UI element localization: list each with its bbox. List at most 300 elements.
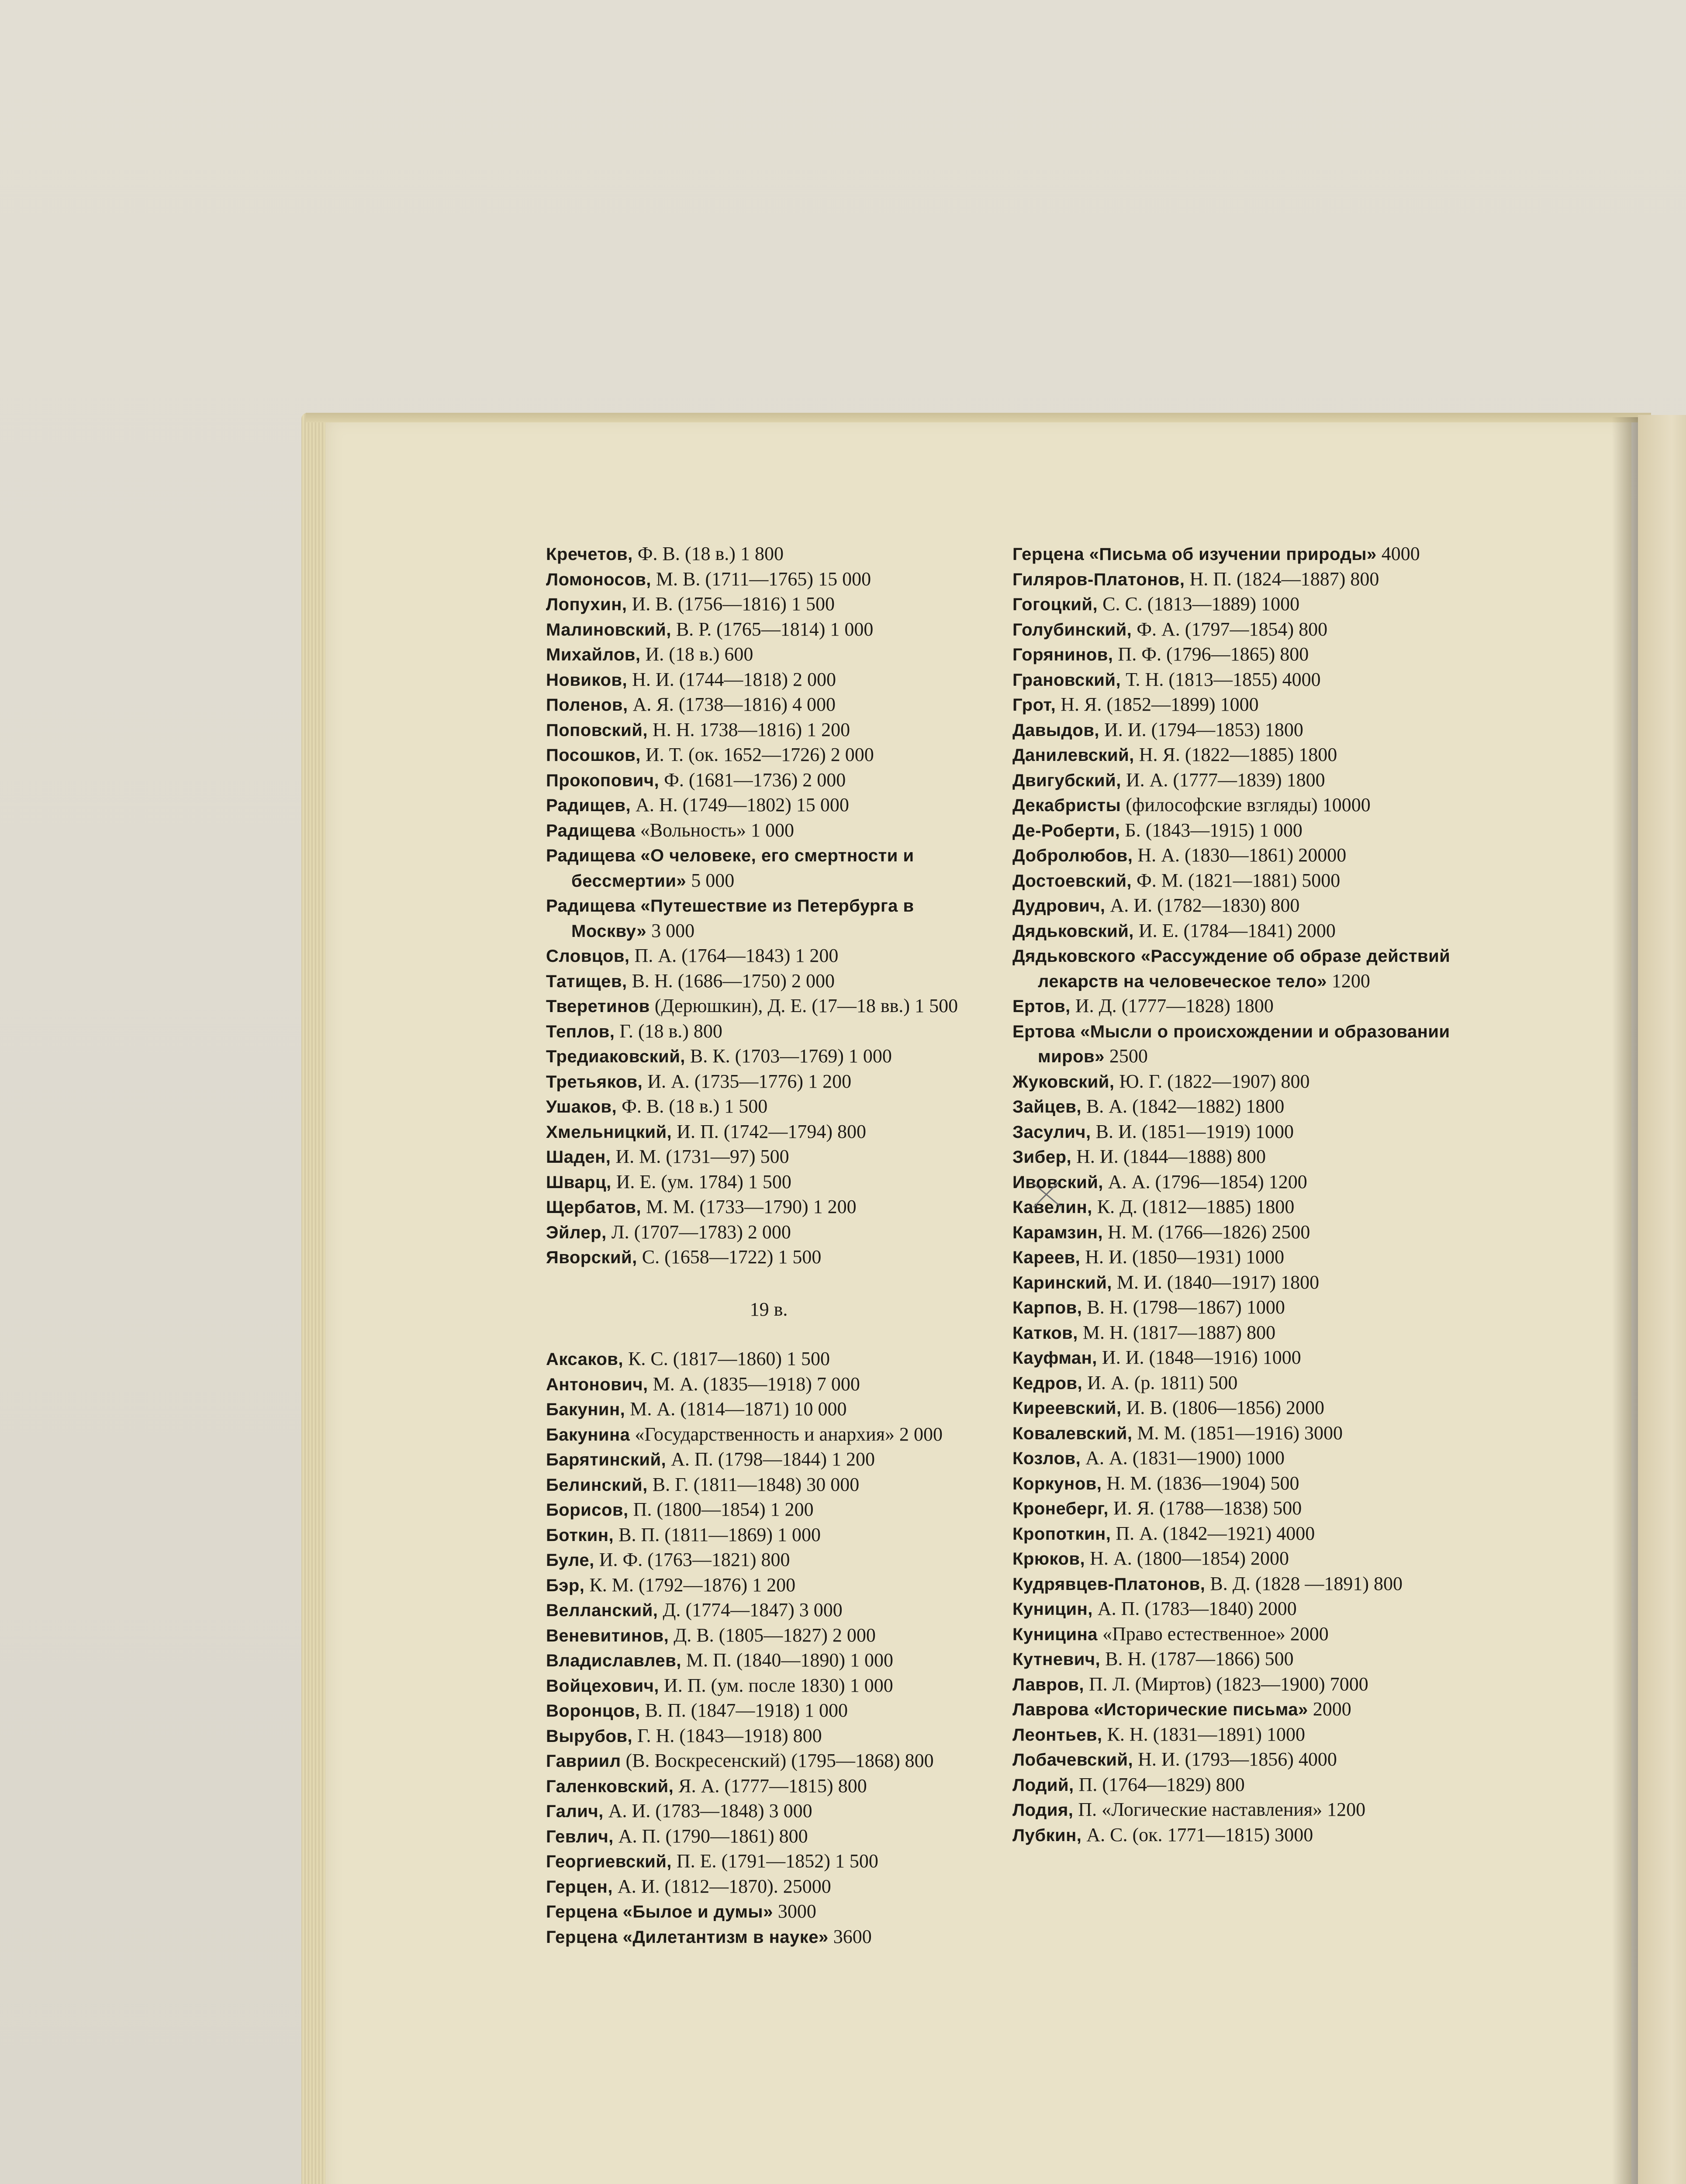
index-entry — [1012, 943, 1469, 994]
entry-details: В. П. (1847—1918) 1 000 — [640, 1700, 848, 1721]
entry-details: В. Г. (1811—1848) 30 000 — [647, 1473, 860, 1495]
entry-name: Бэр, — [546, 1576, 585, 1595]
entry-name: Кауфман, — [1012, 1348, 1097, 1368]
index-entry — [546, 1044, 992, 1069]
index-entry — [1012, 592, 1469, 617]
entry-details: С. С. (1813—1889) 1000 — [1098, 593, 1300, 615]
entry-details: Н. Я. (1822—1885) 1800 — [1134, 744, 1337, 765]
entry-name: Жуковский, — [1012, 1072, 1115, 1092]
entry-name: Щербатов, — [546, 1198, 642, 1217]
entry-details: И. И. (1848—1916) 1000 — [1097, 1347, 1301, 1368]
index-entry — [1012, 1094, 1469, 1120]
index-entry — [1012, 1220, 1469, 1245]
entry-details: П. (1800—1854) 1 200 — [628, 1499, 814, 1520]
index-entry — [1012, 542, 1469, 567]
index-entry — [546, 843, 992, 893]
entry-name: Яворский, — [546, 1248, 637, 1267]
entry-details: 3600 — [828, 1925, 872, 1947]
entry-name: Гевлич, — [546, 1827, 614, 1846]
entry-name: Белинский, — [546, 1475, 648, 1495]
entry-name: Герцена «Былое и думы» — [546, 1902, 773, 1921]
entry-name: Поленов, — [546, 695, 628, 715]
entry-name: Засулич, — [1012, 1122, 1091, 1142]
entry-name: Радищева «Путешествие из Петербурга в Москву» — [546, 896, 914, 941]
index-entry — [1012, 1773, 1469, 1798]
entry-name: Ертова «Мысли о происхождении и образовании миров» — [1012, 1022, 1450, 1066]
entry-details: М. Н. (1817—1887) 800 — [1078, 1321, 1276, 1343]
entry-details: Г. Н. (1843—1918) 800 — [632, 1724, 822, 1746]
entry-name: Эйлер, — [546, 1223, 607, 1242]
index-entry — [546, 994, 992, 1019]
entry-name: Ковалевский, — [1012, 1424, 1133, 1443]
entry-name: Лобачевский, — [1012, 1750, 1133, 1769]
index-entry — [546, 1069, 992, 1095]
index-entry — [1012, 1320, 1469, 1346]
entry-name: Вырубов, — [546, 1726, 633, 1746]
entry-details: (В. Воскресенский) (1795—1868) 800 — [621, 1750, 934, 1771]
entry-name: Дядьковского «Рассуждение об образе действий лекарств на человеческое тело» — [1012, 947, 1451, 991]
entry-details: А. Я. (1738—1816) 4 000 — [628, 694, 836, 715]
entry-name: Лаврова «Исторические письма» — [1012, 1700, 1308, 1719]
entry-name: Лавров, — [1012, 1675, 1084, 1694]
entry-name: Третьяков, — [546, 1072, 643, 1092]
entry-name: Гогоцкий, — [1012, 595, 1098, 614]
entry-details: 3000 — [773, 1901, 816, 1922]
entry-details: Н. И. (1744—1818) 2 000 — [627, 668, 836, 690]
entry-name: Новиков, — [546, 670, 628, 690]
entry-details: Н. П. (1824—1887) 800 — [1185, 568, 1379, 590]
entry-details: 4000 — [1376, 543, 1420, 564]
entry-details: В. Н. (1798—1867) 1000 — [1082, 1296, 1285, 1318]
index-entry — [1012, 1672, 1469, 1697]
entry-details: И. Е. (1784—1841) 2000 — [1133, 919, 1336, 941]
entry-details: М. П. (1840—1890) 1 000 — [681, 1649, 894, 1671]
entry-name: Велланский, — [546, 1601, 658, 1620]
entry-details: Ф. В. (18 в.) 1 800 — [632, 543, 784, 564]
entry-name: Тверетинов — [546, 997, 650, 1016]
entry-name: Кутневич, — [1012, 1650, 1101, 1669]
entry-name: Лубкин, — [1012, 1825, 1082, 1845]
entry-details: 2500 — [1104, 1045, 1148, 1067]
entry-details: 3 000 — [646, 919, 695, 941]
entry-name: Куницина — [1012, 1624, 1098, 1644]
entry-details: В. К. (1703—1769) 1 000 — [685, 1045, 892, 1067]
index-entry — [546, 1774, 992, 1799]
index-entry — [1012, 1697, 1469, 1722]
index-entry — [1012, 1295, 1469, 1320]
index-entry — [546, 1497, 992, 1523]
entry-name: Бакунин, — [546, 1400, 625, 1419]
index-entry — [1012, 1195, 1469, 1220]
index-entry — [1012, 743, 1469, 768]
pencil-cross-mark — [1030, 1179, 1065, 1210]
entry-name: Радищева — [546, 821, 636, 840]
entry-details: Ф. М. (1821—1881) 5000 — [1132, 869, 1341, 891]
entry-details: С. (1658—1722) 1 500 — [637, 1246, 822, 1268]
entry-name: Горянинов, — [1012, 645, 1113, 664]
entry-details: П. «Логические наставления» 1200 — [1073, 1799, 1366, 1820]
entry-name: Куницин, — [1012, 1600, 1093, 1619]
right-column — [1012, 542, 1469, 1848]
entry-details: Н. И. (1850—1931) 1000 — [1080, 1246, 1285, 1268]
entry-name: Кропоткин, — [1012, 1524, 1111, 1544]
entry-details: П. А. (1842—1921) 4000 — [1111, 1522, 1315, 1544]
entry-details: Д. (1774—1847) 3 000 — [658, 1599, 843, 1621]
index-entry — [546, 617, 992, 643]
entry-name: Ертов, — [1012, 997, 1071, 1016]
entry-name: Добролюбов, — [1012, 846, 1133, 865]
entry-details: Н. И. (1844—1888) 800 — [1071, 1146, 1266, 1167]
entry-name: Шварц, — [546, 1172, 612, 1192]
entry-name: Аксаков, — [546, 1350, 623, 1369]
entry-details: Н. Я. (1852—1899) 1000 — [1056, 694, 1259, 715]
index-entry — [546, 1899, 992, 1925]
entry-details: Ф. А. (1797—1854) 800 — [1132, 618, 1328, 640]
index-entry — [1012, 1572, 1469, 1597]
entry-details: М. И. (1840—1917) 1800 — [1112, 1271, 1320, 1293]
entry-details: Ю. Г. (1822—1907) 800 — [1114, 1070, 1310, 1092]
entry-details: И. В. (1806—1856) 2000 — [1121, 1397, 1325, 1418]
entry-name: Буле, — [546, 1551, 594, 1570]
entry-details: В. П. (1811—1869) 1 000 — [614, 1524, 821, 1545]
entry-name: Каринский, — [1012, 1273, 1112, 1292]
entry-details: И. М. (1731—97) 500 — [611, 1146, 789, 1167]
entry-name: Прокопович, — [546, 771, 660, 790]
entry-name: Лопухин, — [546, 595, 627, 614]
entry-name: Двигубский, — [1012, 771, 1121, 790]
index-entry — [1012, 718, 1469, 743]
entry-details: В. А. (1842—1882) 1800 — [1081, 1095, 1285, 1117]
entry-details: Н. А. (1800—1854) 2000 — [1085, 1548, 1289, 1569]
index-entry — [546, 1724, 992, 1749]
entry-name: Боткин, — [546, 1525, 614, 1545]
entry-name: Антонович, — [546, 1375, 648, 1394]
index-entry — [1012, 1823, 1469, 1848]
entry-details: В. Н. (1686—1750) 2 000 — [627, 970, 835, 992]
entry-name: Дудрович, — [1012, 896, 1106, 916]
entry-details: Я. А. (1777—1815) 800 — [674, 1775, 867, 1797]
entry-name: Владиславлев, — [546, 1651, 681, 1670]
entry-details: В. И. (1851—1919) 1000 — [1091, 1120, 1294, 1142]
entry-details: Н. И. (1793—1856) 4000 — [1133, 1749, 1337, 1770]
entry-name: Крюков, — [1012, 1549, 1085, 1569]
index-entry — [546, 1849, 992, 1874]
index-entry — [1012, 617, 1469, 643]
entry-details: П. (1764—1829) 800 — [1074, 1773, 1245, 1795]
index-entry — [546, 1094, 992, 1120]
entry-details: «Государственность и анархия» 2 000 — [630, 1423, 943, 1445]
entries-19th-century — [546, 1347, 992, 1949]
index-entry — [546, 1144, 992, 1170]
index-entry — [546, 793, 992, 818]
entry-details: Ф. (1681—1736) 2 000 — [659, 769, 846, 791]
entry-name: Кавелин, — [1012, 1198, 1092, 1217]
entry-name: Радищева «О человеке, его смертности и бессмертии» — [546, 846, 914, 891]
entry-name: Хмельницкий, — [546, 1122, 672, 1142]
entry-details: П. Л. (Миртов) (1823—1900) 7000 — [1084, 1673, 1368, 1695]
entry-name: Гавриил — [546, 1752, 621, 1771]
entry-details: И. Ф. (1763—1821) 800 — [594, 1549, 790, 1570]
entry-details: Б. (1843—1915) 1 000 — [1120, 819, 1303, 841]
entry-name: Барятинский, — [546, 1450, 667, 1469]
entry-details: А. П. (1790—1861) 800 — [613, 1825, 808, 1847]
entry-details: А. И. (1783—1848) 3 000 — [603, 1800, 812, 1821]
entry-details: А. П. (1783—1840) 2000 — [1092, 1598, 1297, 1619]
entry-details: В. Н. (1787—1866) 500 — [1100, 1648, 1294, 1669]
entry-name: Карпов, — [1012, 1298, 1082, 1317]
index-entry — [546, 1749, 992, 1774]
entry-details: К. М. (1792—1876) 1 200 — [584, 1574, 796, 1596]
entry-details: К. С. (1817—1860) 1 500 — [623, 1348, 830, 1369]
entry-name: Голубинский, — [1012, 620, 1132, 639]
entry-name: Герцена «Письма об изучении природы» — [1012, 545, 1377, 564]
entry-details: А. П. (1798—1844) 1 200 — [666, 1448, 875, 1470]
index-entry — [1012, 1345, 1469, 1371]
entry-details: В. Р. (1765—1814) 1 000 — [671, 618, 874, 640]
index-entry — [1012, 1019, 1469, 1069]
entry-name: Леонтьев, — [1012, 1725, 1102, 1745]
index-entry — [1012, 1446, 1469, 1471]
index-entry — [546, 1245, 992, 1270]
index-entry — [546, 1824, 992, 1849]
index-entry — [546, 1548, 992, 1573]
index-entry — [546, 1598, 992, 1623]
entry-details: Г. (18 в.) 800 — [615, 1020, 722, 1042]
entry-name: Кареев, — [1012, 1248, 1081, 1267]
entries-18th-century — [546, 542, 992, 1270]
index-entry — [1012, 1521, 1469, 1547]
index-entry — [1012, 793, 1469, 818]
entry-name: Шаден, — [546, 1147, 611, 1167]
entry-name: Лодия, — [1012, 1800, 1074, 1820]
index-entry — [1012, 1747, 1469, 1773]
index-entry — [546, 692, 992, 718]
entry-details: А. А. (1796—1854) 1200 — [1103, 1171, 1307, 1192]
index-entry — [1012, 1170, 1469, 1195]
entry-details: А. Н. (1749—1802) 15 000 — [631, 794, 849, 816]
index-entry — [1012, 1496, 1469, 1521]
index-entry — [546, 542, 992, 567]
entry-details: Н. А. (1830—1861) 20000 — [1133, 844, 1347, 866]
left-column — [546, 542, 992, 1949]
index-entry — [546, 1623, 992, 1648]
entry-name: Герцен, — [546, 1877, 613, 1897]
index-entry — [1012, 768, 1469, 793]
index-entry — [1012, 1120, 1469, 1145]
entry-details: И. П. (ум. после 1830) 1 000 — [659, 1674, 893, 1696]
index-entry — [546, 818, 992, 843]
entry-name: Де-Роберти, — [1012, 821, 1120, 840]
entry-details: И. Е. (ум. 1784) 1 500 — [611, 1171, 791, 1192]
entry-name: Радищев, — [546, 796, 631, 815]
entry-details: Т. Н. (1813—1855) 4000 — [1121, 668, 1321, 690]
next-page-strip — [1638, 415, 1686, 2184]
entry-name: Татищев, — [546, 971, 627, 991]
entry-name: Дядьковский, — [1012, 921, 1134, 941]
entry-details: К. Д. (1812—1885) 1800 — [1092, 1196, 1295, 1217]
entry-details: А. И. (1782—1830) 800 — [1105, 895, 1300, 916]
entry-details: И. Т. (ок. 1652—1726) 2 000 — [640, 744, 874, 765]
entry-details: П. Ф. (1796—1865) 800 — [1113, 643, 1309, 665]
entry-details: И. А. (р. 1811) 500 — [1082, 1372, 1238, 1393]
entry-details: «Право естественное» 2000 — [1098, 1623, 1329, 1645]
entry-details: И. И. (1794—1853) 1800 — [1099, 719, 1303, 740]
index-entry — [1012, 1471, 1469, 1496]
index-entry — [1012, 919, 1469, 944]
entry-details: Н. М. (1836—1904) 500 — [1102, 1472, 1299, 1494]
entry-name: Ломоносов, — [546, 570, 651, 589]
entry-name: Теплов, — [546, 1022, 615, 1041]
entry-details: И. Д. (1777—1828) 1800 — [1070, 995, 1274, 1016]
index-entry — [546, 567, 992, 592]
index-entry — [546, 1673, 992, 1699]
entry-details: И. (18 в.) 600 — [640, 643, 753, 665]
entry-name: Кронеберг, — [1012, 1499, 1109, 1518]
entry-details: А. А. (1831—1900) 1000 — [1081, 1447, 1285, 1469]
entry-name: Кудрявцев-Платонов, — [1012, 1574, 1206, 1594]
entry-name: Зибер, — [1012, 1147, 1072, 1167]
index-entry — [1012, 1144, 1469, 1170]
entry-name: Кедров, — [1012, 1373, 1083, 1393]
index-entry — [546, 1220, 992, 1245]
index-entry — [546, 1472, 992, 1498]
index-entry — [546, 1397, 992, 1422]
entry-name: Веневитинов, — [546, 1626, 669, 1645]
entry-name: Галенковский, — [546, 1776, 674, 1796]
entry-name: Декабристы — [1012, 796, 1121, 815]
entry-name: Воронцов, — [546, 1701, 640, 1721]
index-entry — [1012, 1597, 1469, 1622]
index-entry — [546, 1195, 992, 1220]
entry-details: П. Е. (1791—1852) 1 500 — [671, 1850, 878, 1872]
entry-details: «Вольность» 1 000 — [635, 819, 794, 841]
index-entry — [546, 1447, 992, 1472]
index-entry — [1012, 1069, 1469, 1095]
entry-details: Л. (1707—1783) 2 000 — [606, 1221, 791, 1243]
entry-details: М. М. (1851—1916) 3000 — [1132, 1422, 1343, 1444]
entry-name: Ушаков, — [546, 1097, 617, 1116]
entry-details: (философские взгляды) 10000 — [1121, 794, 1371, 816]
index-entry — [1012, 642, 1469, 667]
entry-details: А. И. (1812—1870). 25000 — [612, 1875, 831, 1897]
index-entry — [546, 718, 992, 743]
entry-details: 5 000 — [686, 869, 735, 891]
index-entry — [1012, 1647, 1469, 1672]
index-entry — [1012, 1245, 1469, 1270]
entry-details: М. А. (1835—1918) 7 000 — [648, 1373, 860, 1395]
entry-name: Войцехович, — [546, 1676, 659, 1696]
index-entry — [546, 1698, 992, 1724]
entry-details: М. М. (1733—1790) 1 200 — [641, 1196, 857, 1217]
entry-name: Ивовский, — [1012, 1172, 1103, 1192]
index-entry — [546, 1120, 992, 1145]
entry-name: Достоевский, — [1012, 871, 1132, 891]
entry-name: Кречетов, — [546, 545, 633, 564]
entry-name: Тредиаковский, — [546, 1047, 685, 1066]
entry-name: Георгиевский, — [546, 1852, 672, 1871]
index-entry — [546, 592, 992, 617]
entry-name: Данилевский, — [1012, 746, 1134, 765]
entries-right-column — [1012, 542, 1469, 1848]
entry-details: М. В. (1711—1765) 15 000 — [651, 568, 871, 590]
entry-details: 2000 — [1308, 1698, 1351, 1720]
entry-name: Зайцев, — [1012, 1097, 1081, 1116]
index-entry — [546, 1372, 992, 1397]
entry-name: Бакунина — [546, 1425, 630, 1444]
entry-details: И. А. (1735—1776) 1 200 — [643, 1070, 852, 1092]
entry-details: Н. М. (1766—1826) 2500 — [1103, 1221, 1310, 1243]
index-entry — [1012, 1622, 1469, 1647]
entry-details: А. С. (ок. 1771—1815) 3000 — [1081, 1824, 1313, 1845]
index-entry — [1012, 1396, 1469, 1421]
index-entry — [546, 1648, 992, 1673]
index-entry — [1012, 818, 1469, 843]
entry-name: Лодий, — [1012, 1775, 1074, 1795]
index-entry — [546, 743, 992, 768]
entry-name: Борисов, — [546, 1500, 629, 1520]
entry-details: 1200 — [1327, 970, 1370, 992]
entry-details: Ф. В. (18 в.) 1 500 — [617, 1095, 768, 1117]
index-entry — [546, 667, 992, 693]
entry-name: Герцена «Дилетантизм в науке» — [546, 1927, 829, 1947]
index-entry — [1012, 667, 1469, 693]
entry-details: (Дерюшкин), Д. Е. (17—18 вв.) 1 500 — [650, 995, 958, 1016]
index-entry — [546, 893, 992, 943]
index-entry — [546, 642, 992, 667]
entry-name: Михайлов, — [546, 645, 641, 664]
index-entry — [546, 1019, 992, 1044]
index-entry — [1012, 843, 1469, 868]
entry-details: В. Д. (1828 —1891) 800 — [1205, 1572, 1403, 1594]
index-entry — [546, 1523, 992, 1548]
index-entry — [1012, 1797, 1469, 1823]
entry-name: Грот, — [1012, 695, 1056, 715]
page-top-edge — [306, 413, 1651, 422]
entry-name: Коркунов, — [1012, 1474, 1102, 1493]
entry-name: Посошков, — [546, 746, 641, 765]
index-entry — [546, 1799, 992, 1824]
index-entry — [1012, 1546, 1469, 1572]
entry-details: И. А. (1777—1839) 1800 — [1121, 769, 1325, 791]
entry-details: К. Н. (1831—1891) 1000 — [1102, 1723, 1305, 1745]
index-entry — [1012, 567, 1469, 592]
entry-details: М. А. (1814—1871) 10 000 — [625, 1398, 847, 1420]
entry-name: Поповский, — [546, 720, 648, 740]
entry-details: И. Я. (1788—1838) 500 — [1108, 1497, 1302, 1519]
gutter-shadow — [1612, 417, 1638, 2184]
index-entry — [1012, 692, 1469, 718]
index-entry — [546, 943, 992, 969]
entry-name: Давыдов, — [1012, 720, 1100, 740]
entry-details: П. А. (1764—1843) 1 200 — [629, 945, 839, 966]
index-entry — [546, 1573, 992, 1598]
index-entry — [1012, 1270, 1469, 1296]
index-entry — [1012, 994, 1469, 1019]
section-heading-19th-century: 19 в. — [750, 1298, 788, 1320]
index-entry — [1012, 1421, 1469, 1446]
index-entry — [546, 1347, 992, 1372]
index-entry — [546, 1925, 992, 1950]
index-entry — [546, 768, 992, 793]
entry-details: И. В. (1756—1816) 1 500 — [627, 593, 835, 615]
index-entry — [546, 1422, 992, 1448]
entry-name: Грановский, — [1012, 670, 1121, 690]
index-entry — [546, 1170, 992, 1195]
index-entry — [1012, 868, 1469, 894]
index-entry — [1012, 1371, 1469, 1396]
entry-name: Гиляров-Платонов, — [1012, 570, 1185, 589]
entry-name: Галич, — [546, 1802, 604, 1821]
